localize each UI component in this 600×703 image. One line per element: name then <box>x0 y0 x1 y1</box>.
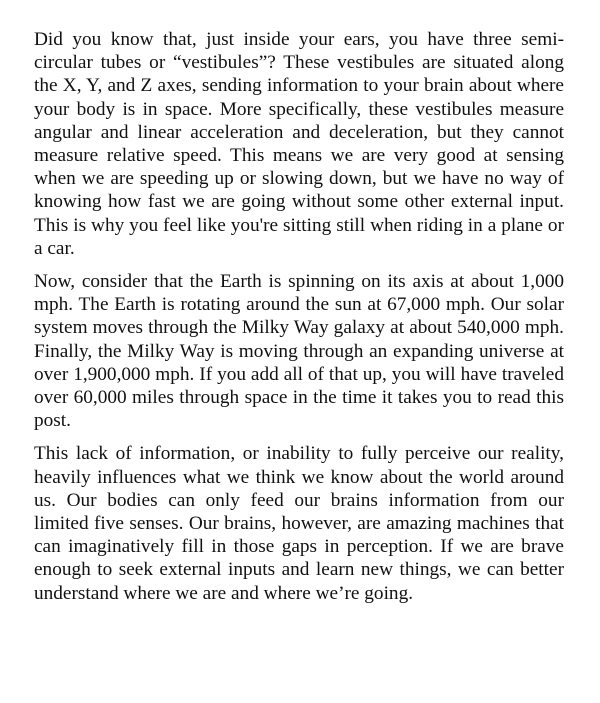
document-body <box>34 28 564 615</box>
paragraph-earth-speed: Now, consider that the Earth is spinning on its axis at about 1,000 mph. The Earth is rotating around the sun at 67,000 mph. Our solar system moves through the Milky Way galaxy at about 540,000 mph. Finally, the Milky Way is moving through an expanding universe at over 1,900,000 mph. If you add all of that up, you will have traveled over 60,000 miles through space in the time it takes you to read this post. <box>34 271 564 432</box>
paragraph-perception: This lack of information, or inability to fully perceive our reality, heavily influences what we think we know about the world around us. Our bodies can only feed our brains information from our limited five senses. Our brains, however, are amazing machines that can imaginatively fill in those gaps in perception. If we are brave enough to seek external inputs and learn new things, we can better understand where we are and where we’re going. <box>34 443 564 604</box>
paragraph-vestibules: Did you know that, just inside your ears, you have three semi-circular tubes or “vestibules”? These vestibules are situated along the X, Y, and Z axes, sending information to your brain about where your body is in space. More specifically, these vestibules measure angular and linear acceleration and deceleration, but they cannot measure relative speed. This means we are very good at sensing when we are speeding up or slowing down, but we have no way of knowing how fast we are going without some other external input. This is why you feel like you're sitting still when riding in a plane or a car. <box>34 29 564 259</box>
